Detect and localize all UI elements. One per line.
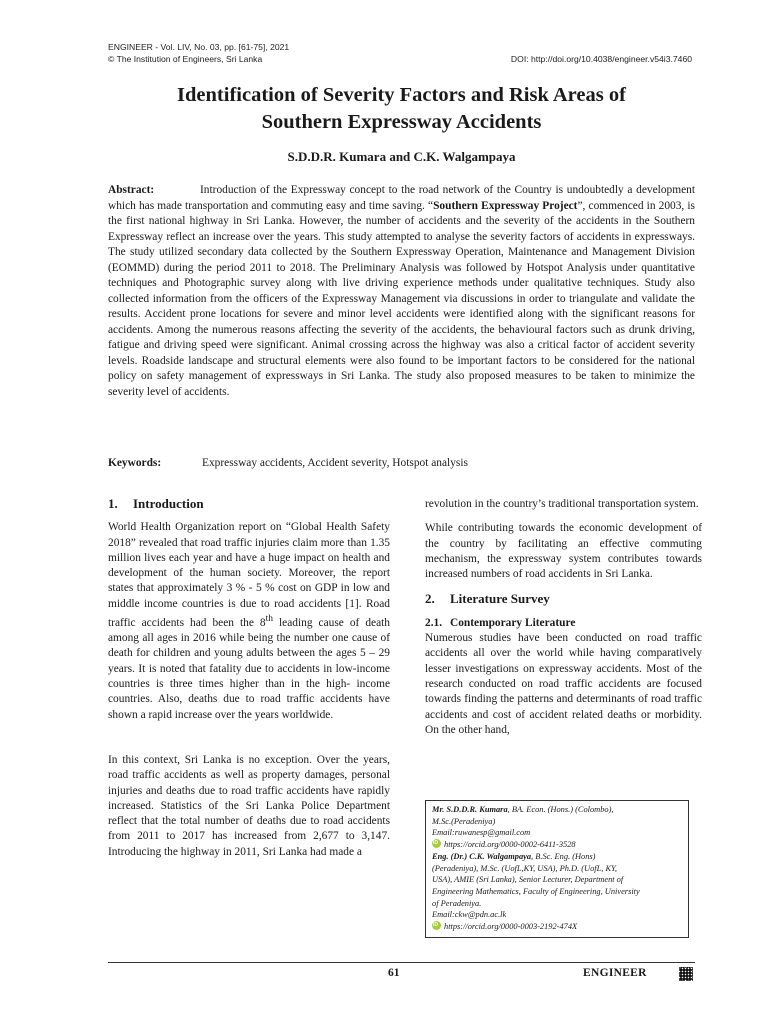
copyright: © The Institution of Engineers, Sri Lanka (108, 54, 263, 64)
journal-name: ENGINEER (583, 967, 647, 979)
qr-code-icon (679, 967, 693, 981)
project-name: Southern Expressway Project (433, 199, 578, 212)
abstract-intro: Introduction of the Expressway concept to the road network of the Country is undoubtedly a development which has made transportation and commuting easy and time saving. (108, 184, 695, 212)
keywords-text: Expressway accidents, Accident severity, Hotspot analysis (202, 457, 468, 469)
author-list: S.D.D.R. Kumara and C.K. Walgampaya (287, 149, 516, 164)
right-column (425, 497, 702, 753)
orcid-icon (432, 921, 441, 930)
footer-divider (108, 962, 695, 963)
author2-credentials: Eng. (Dr.) C.K. Walgampaya, B.Sc. Eng. (Hons) (432, 851, 596, 861)
literature-paragraph-1: Numerous studies have been conducted on road traffic accidents all over the world while having comparatively lesser investigations on expressway accidents. Most of the research conducted on road traffic accidents are focused towards finding the patterns and determinants of road traffic accidents and cost of accident related deaths or morbidity. On the other hand, (425, 632, 702, 736)
doi-link[interactable]: DOI: http://doi.org/10.4038/engineer.v54i3.7460 (510, 54, 692, 64)
author2-orcid[interactable]: iDhttps://orcid.org/0000-0003-2192-474X (432, 921, 682, 933)
author1-orcid[interactable]: iDhttps://orcid.org/0000-0002-6411-3528 (432, 839, 682, 851)
intro-paragraph-2: In this context, Sri Lanka is no exception. Over the years, road traffic accidents as well as property damages, personal injuries and deaths due to road traffic accidents have rapidly increased. Statistics of the Sri Lanka Police Department reflect that the total number of deaths due to road accidents from 2011 to 2017 has increased from 2,677 to 3,147. Introducing the highway in 2011, Sri Lanka had made a (108, 753, 390, 858)
author2-name: Eng. (Dr.) C.K. Walgampaya (432, 851, 532, 861)
intro-paragraph-4: While contributing towards the economic development of the country by facilitating an effective commuting mechanism, the expressway system contributes towards increased numbers of road accidents in Sri Lanka. (425, 522, 702, 581)
section-heading-literature-survey: 2. Literature Survey (425, 591, 550, 607)
journal-header (108, 41, 289, 65)
intro-paragraph-1: World Health Organization report on “Global Health Safety 2018” revealed that road traffic injuries claim more than 1.35 million lives each year and have a huge impact on health and development of the human society. Moreover, the report states that approximately 3 % - 5 % cost on GDP in low and middle income countries is due to road accidents [1]. Road traffic accidents had been the 8th leading cause of death among all ages in 2016 while being the number one cause of death for children and young adults between the ages 5 – 29 years. It is noted that fatality due to accidents in low-income countries is three times higher than in the high- income countries. Also, deaths due to road traffic accidents have shown a rapid increase over the years worldwide. (108, 521, 390, 721)
author-info-box: Mr. S.D.D.R. Kumara, BA. Econ. (Hons.) (Colombo), M.Sc.(Peradeniya) Email:ruwanesp@gmail.com iDhttps://orcid.org/0000-0002-6411-3528 Eng. (Dr.) C.K. Walgampaya, B.Sc. Eng. (Hons) (Peradeniya), M.Sc. (UofL,KY, USA), Ph.D. (UofL, KY, USA), AMIE (Sri Lanka), Senior Lecturer, Department of Engineering Mathematics, Faculty of Engineering, University of Peradeniya. Email:ckw@pdn.ac.lk iDhttps://orcid.org/0000-0003-2192-474X (425, 800, 689, 938)
author1-credentials: Mr. S.D.D.R. Kumara, BA. Econ. (Hons.) (Colombo), (432, 805, 614, 814)
abstract-label: Abstract: (108, 184, 155, 196)
section-heading-introduction: 1. Introduction (108, 496, 204, 511)
abstract-body: ”, commenced in 2003, is the first national highway in Sri Lanka. However, the number of accidents and the severity of the accidents in the Southern Expressway reflect an increase over the years. This study attempted to analyse the severity factors of accidents in expressways. The study utilized secondary data collected by the Southern Expressway Operation, Maintenance and Management Division (EOMMD) during the period 2011 to 2018. The Preliminary Analysis was followed by Hotspot Analysis under quantitative techniques and Photographic survey along with live driving experience methods under qualitative techniques. Study also collected information from the officers of the Expressway Management via discussions in order to triangulate and validate the results. Accident prone locations for severe and minor level accidents were identified along with the significant reasons for accidents. Among the numerous reasons affecting the severity of the accidents, the behavioural factors such as drunk driving, fatigue and driving speed were significant. Animal crossing across the highway was also a critical factor of accident severity levels. Roadside landscape and structural elements were also found to be important factors to be considered for the national policy on safety management of expressways in Sri Lanka. The study also proposed measures to be taken to minimize the severity level of accidents. (108, 199, 695, 398)
intro-paragraph-3: revolution in the country’s traditional transportation system. (425, 498, 699, 510)
left-column (108, 496, 390, 875)
author1-name: Mr. S.D.D.R. Kumara (432, 805, 508, 814)
page-number: 61 (388, 967, 400, 979)
author2-email[interactable]: Email:ckw@pdn.ac.lk (432, 910, 507, 920)
abstract: Abstract: Introduction of the Expressway concept to the road network of the Country is undoubtedly a development which has made transportation and commuting easy and time saving. “Southern Expressway Project”, commenced in 2003, is the first national highway in Sri Lanka. However, the number of accidents and the severity of the accidents in the Southern Expressway reflect an increase over the years. This study attempted to analyse the severity factors of accidents in expressways. The study utilized secondary data collected by the Southern Expressway Operation, Maintenance and Management Division (EOMMD) during the period 2011 to 2018. The Preliminary Analysis was followed by Hotspot Analysis under quantitative techniques and Photographic survey along with live driving experience methods under qualitative techniques. Study also collected information from the officers of the Expressway Management via discussions in order to triangulate and validate the results. Accident prone locations for severe and minor level accidents were identified along with the significant reasons for accidents. Among the numerous reasons affecting the severity of the accidents, the behavioural factors such as drunk driving, fatigue and driving speed were significant. Animal crossing across the highway was also a critical factor of accident severity levels. Roadside landscape and structural elements were also found to be important factors to be considered for the national policy on safety management of expressways in Sri Lanka. The study also proposed measures to be taken to minimize the severity level of accidents. (108, 184, 695, 398)
citation: ENGINEER - Vol. LIV, No. 03, pp. [61-75], 2021 (108, 42, 290, 52)
subsection-heading-contemporary-literature: 2.1. Contemporary Literature (425, 616, 576, 629)
author1-email[interactable]: Email:ruwanesp@gmail.com (432, 828, 531, 838)
orcid-icon (432, 839, 441, 848)
keywords (108, 456, 695, 472)
keywords-label: Keywords: (108, 457, 162, 469)
paper-title: Identification of Severity Factors and Risk Areas of Southern Expressway Accidents (177, 84, 626, 133)
